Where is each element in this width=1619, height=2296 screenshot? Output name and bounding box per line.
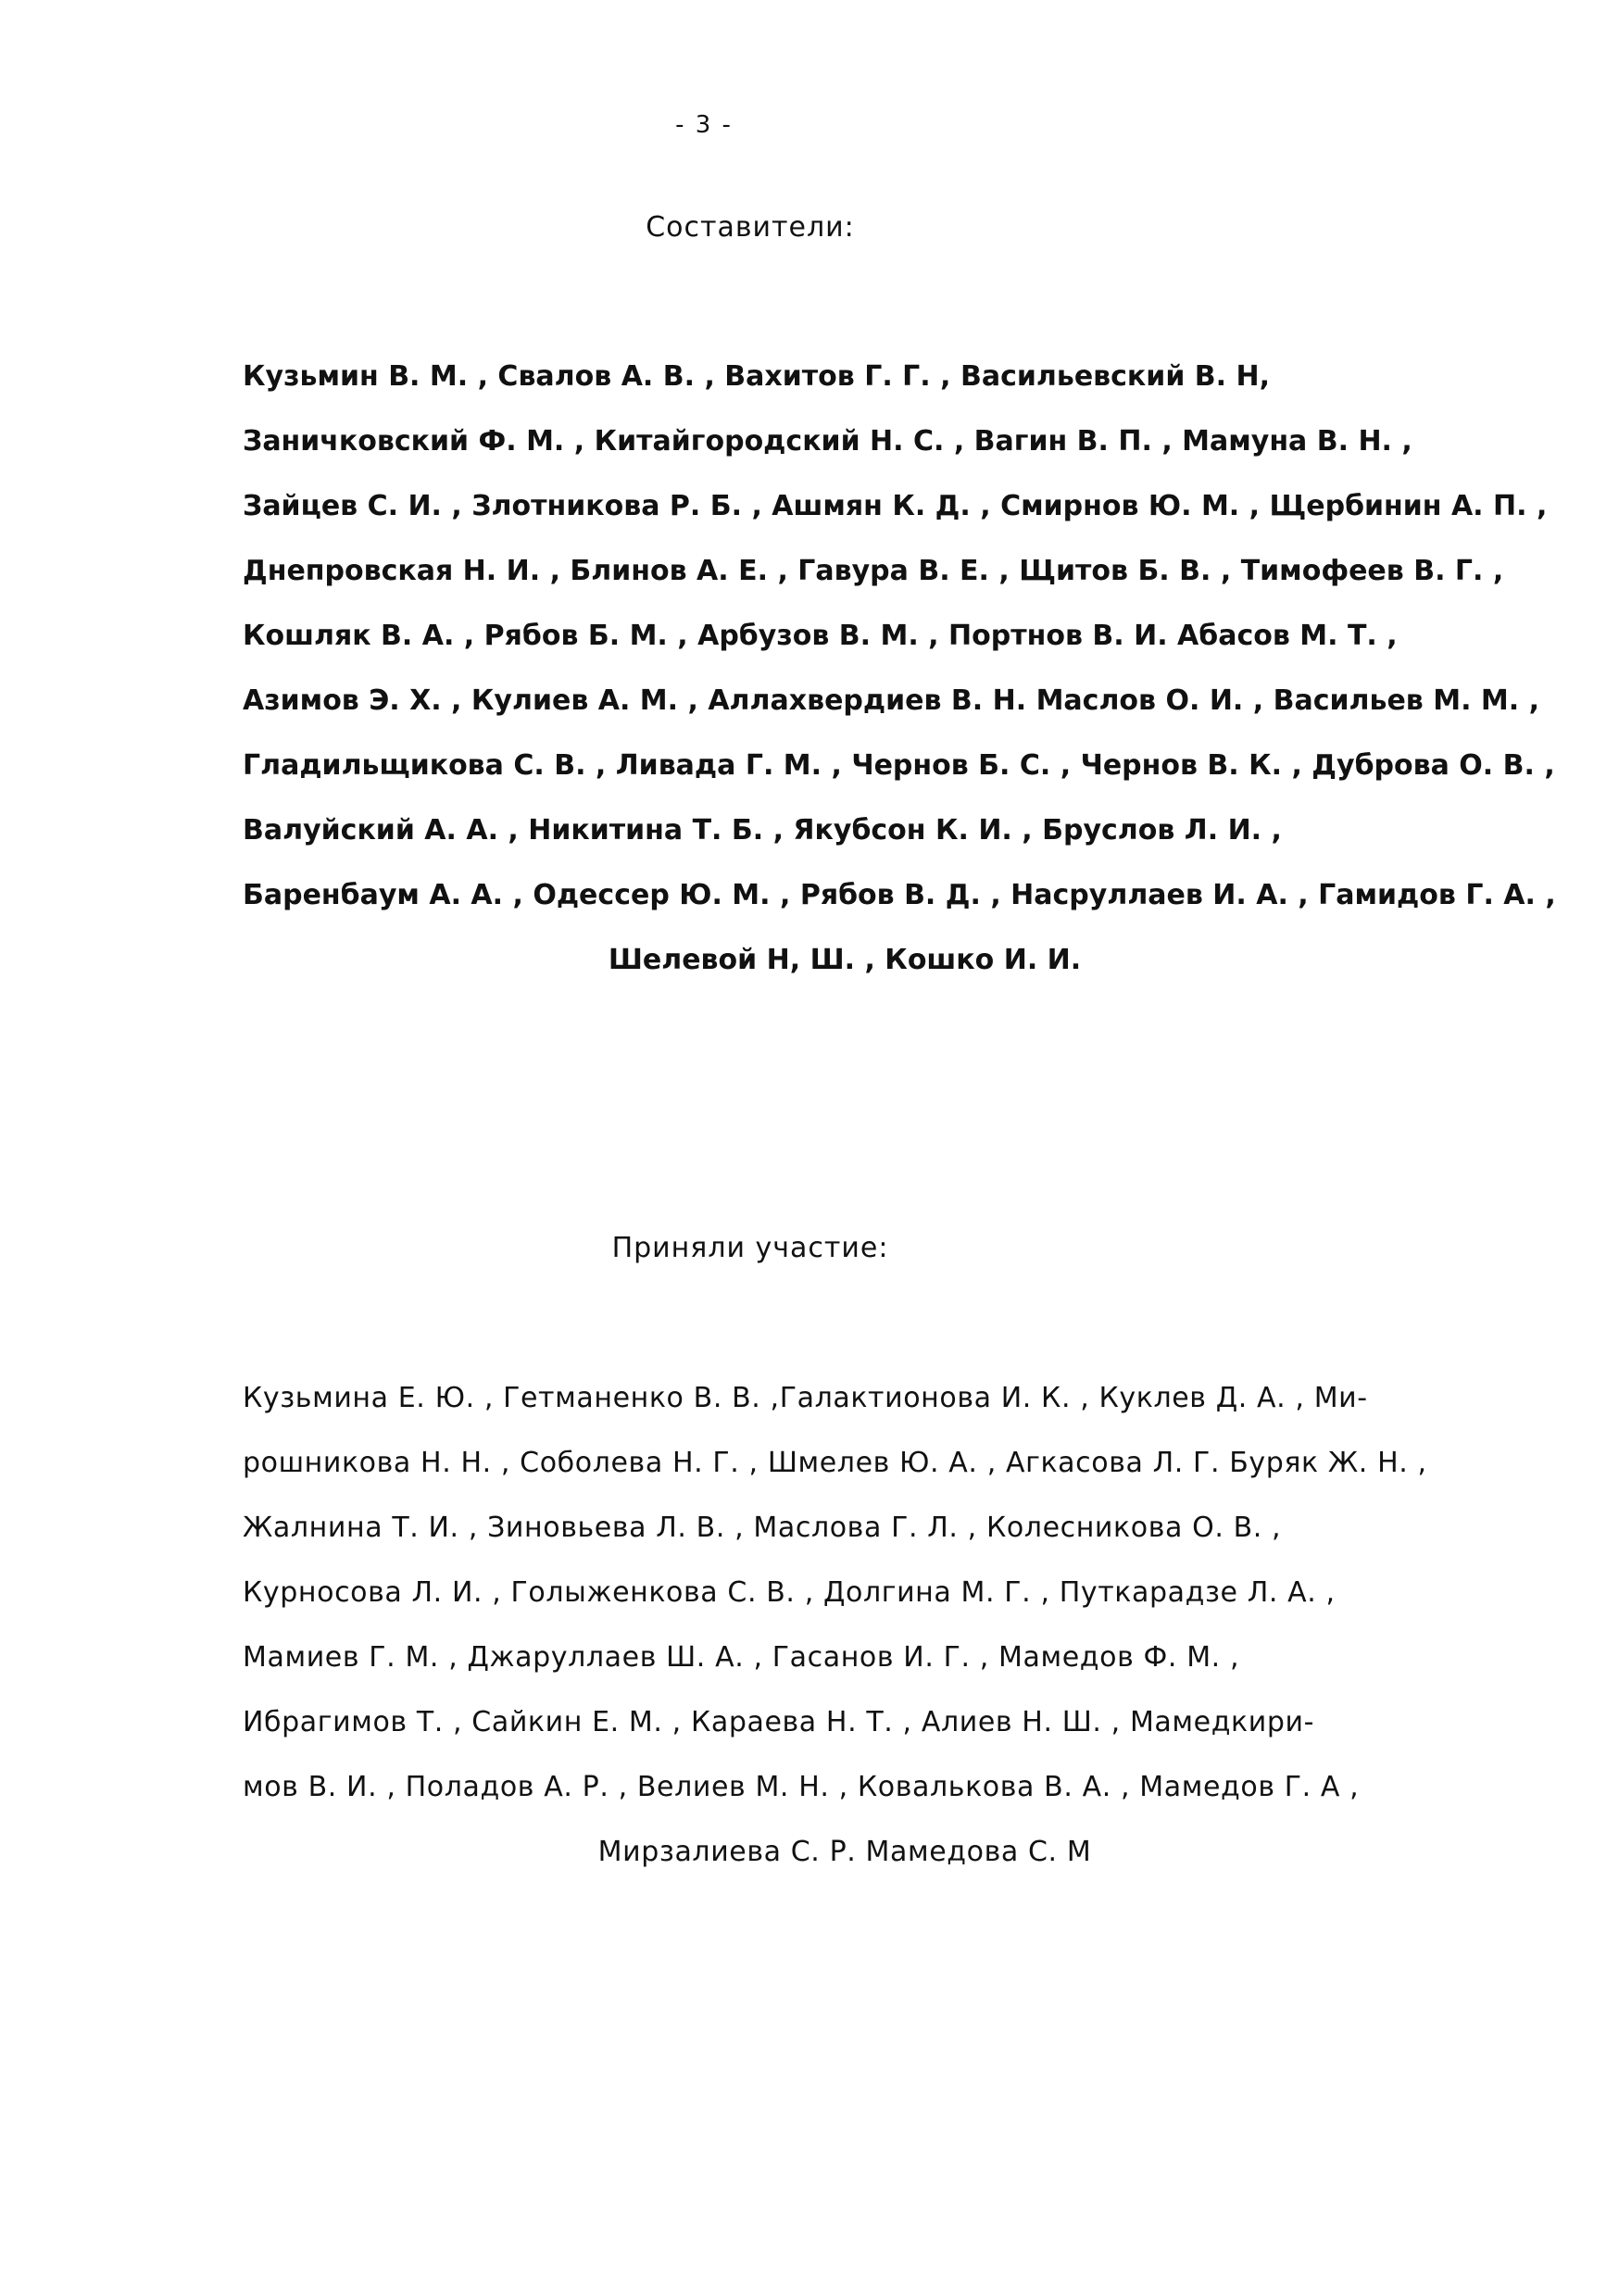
participants-line: рошникова Н. Н. , Соболева Н. Г. , Шмелев Ю. А. , Агкасова Л. Г. Буряк Ж. Н. , <box>243 1447 1427 1479</box>
participants-line: Кузьмина Е. Ю. , Гетманенко В. В. ,Галактионова И. К. , Куклев Д. А. , Ми- <box>243 1382 1368 1414</box>
participants-line: Мамиев Г. М. , Джаруллаев Ш. А. , Гасанов И. Г. , Мамедов Ф. М. , <box>243 1641 1240 1674</box>
compilers-line: Днепровская Н. И. , Блинов А. Е. , Гавура В. Е. , Щитов Б. В. , Тимофеев В. Г. , <box>243 555 1504 587</box>
compilers-line-final: Шелевой Н, Ш. , Кошко И. И. <box>608 944 1082 976</box>
compilers-line: Кошляк В. А. , Рябов Б. М. , Арбузов В. М. , Портнов В. И. Абасов М. Т. , <box>243 620 1398 652</box>
participants-line: мов В. И. , Поладов А. Р. , Велиев М. Н. , Ковалькова В. А. , Мамедов Г. А , <box>243 1771 1360 1803</box>
page-number: - 3 - <box>675 111 733 139</box>
compilers-line: Баренбаум А. А. , Одессер Ю. М. , Рябов В. Д. , Насруллаев И. А. , Гамидов Г. А. , <box>243 879 1556 911</box>
participants-line: Ибрагимов Т. , Сайкин Е. М. , Караева Н. Т. , Алиев Н. Ш. , Мамедкири- <box>243 1706 1315 1738</box>
compilers-line: Кузьмин В. М. , Свалов А. В. , Вахитов Г. Г. , Васильевский В. Н, <box>243 360 1270 393</box>
compilers-list <box>243 345 1556 993</box>
compilers-line: Заничковский Ф. М. , Китайгородский Н. С. , Вагин В. П. , Мамуна В. Н. , <box>243 425 1412 458</box>
compilers-line: Валуйский А. А. , Никитина Т. Б. , Якубсон К. И. , Бруслов Л. И. , <box>243 814 1282 847</box>
compilers-line: Гладильщикова С. В. , Ливада Г. М. , Чернов Б. С. , Чернов В. К. , Дуброва О. В. , <box>243 749 1555 782</box>
participants-line: Курносова Л. И. , Голыженкова С. В. , Долгина М. Г. , Путкарадзе Л. А. , <box>243 1576 1336 1609</box>
compilers-heading: Составители: <box>646 211 855 244</box>
compilers-line: Азимов Э. Х. , Кулиев А. М. , Аллахвердиев В. Н. Маслов О. И. , Васильев М. М. , <box>243 684 1540 717</box>
participants-line-final: Мирзалиева С. Р. Мамедова С. М <box>597 1836 1092 1868</box>
participants-list <box>243 1366 1447 1885</box>
participants-heading: Приняли участие: <box>611 1232 889 1264</box>
participants-line: Жалнина Т. И. , Зиновьева Л. В. , Маслова Г. Л. , Колесникова О. В. , <box>243 1512 1282 1544</box>
compilers-line: Зайцев С. И. , Злотникова Р. Б. , Ашмян К. Д. , Смирнов Ю. М. , Щербинин А. П. , <box>243 490 1548 522</box>
